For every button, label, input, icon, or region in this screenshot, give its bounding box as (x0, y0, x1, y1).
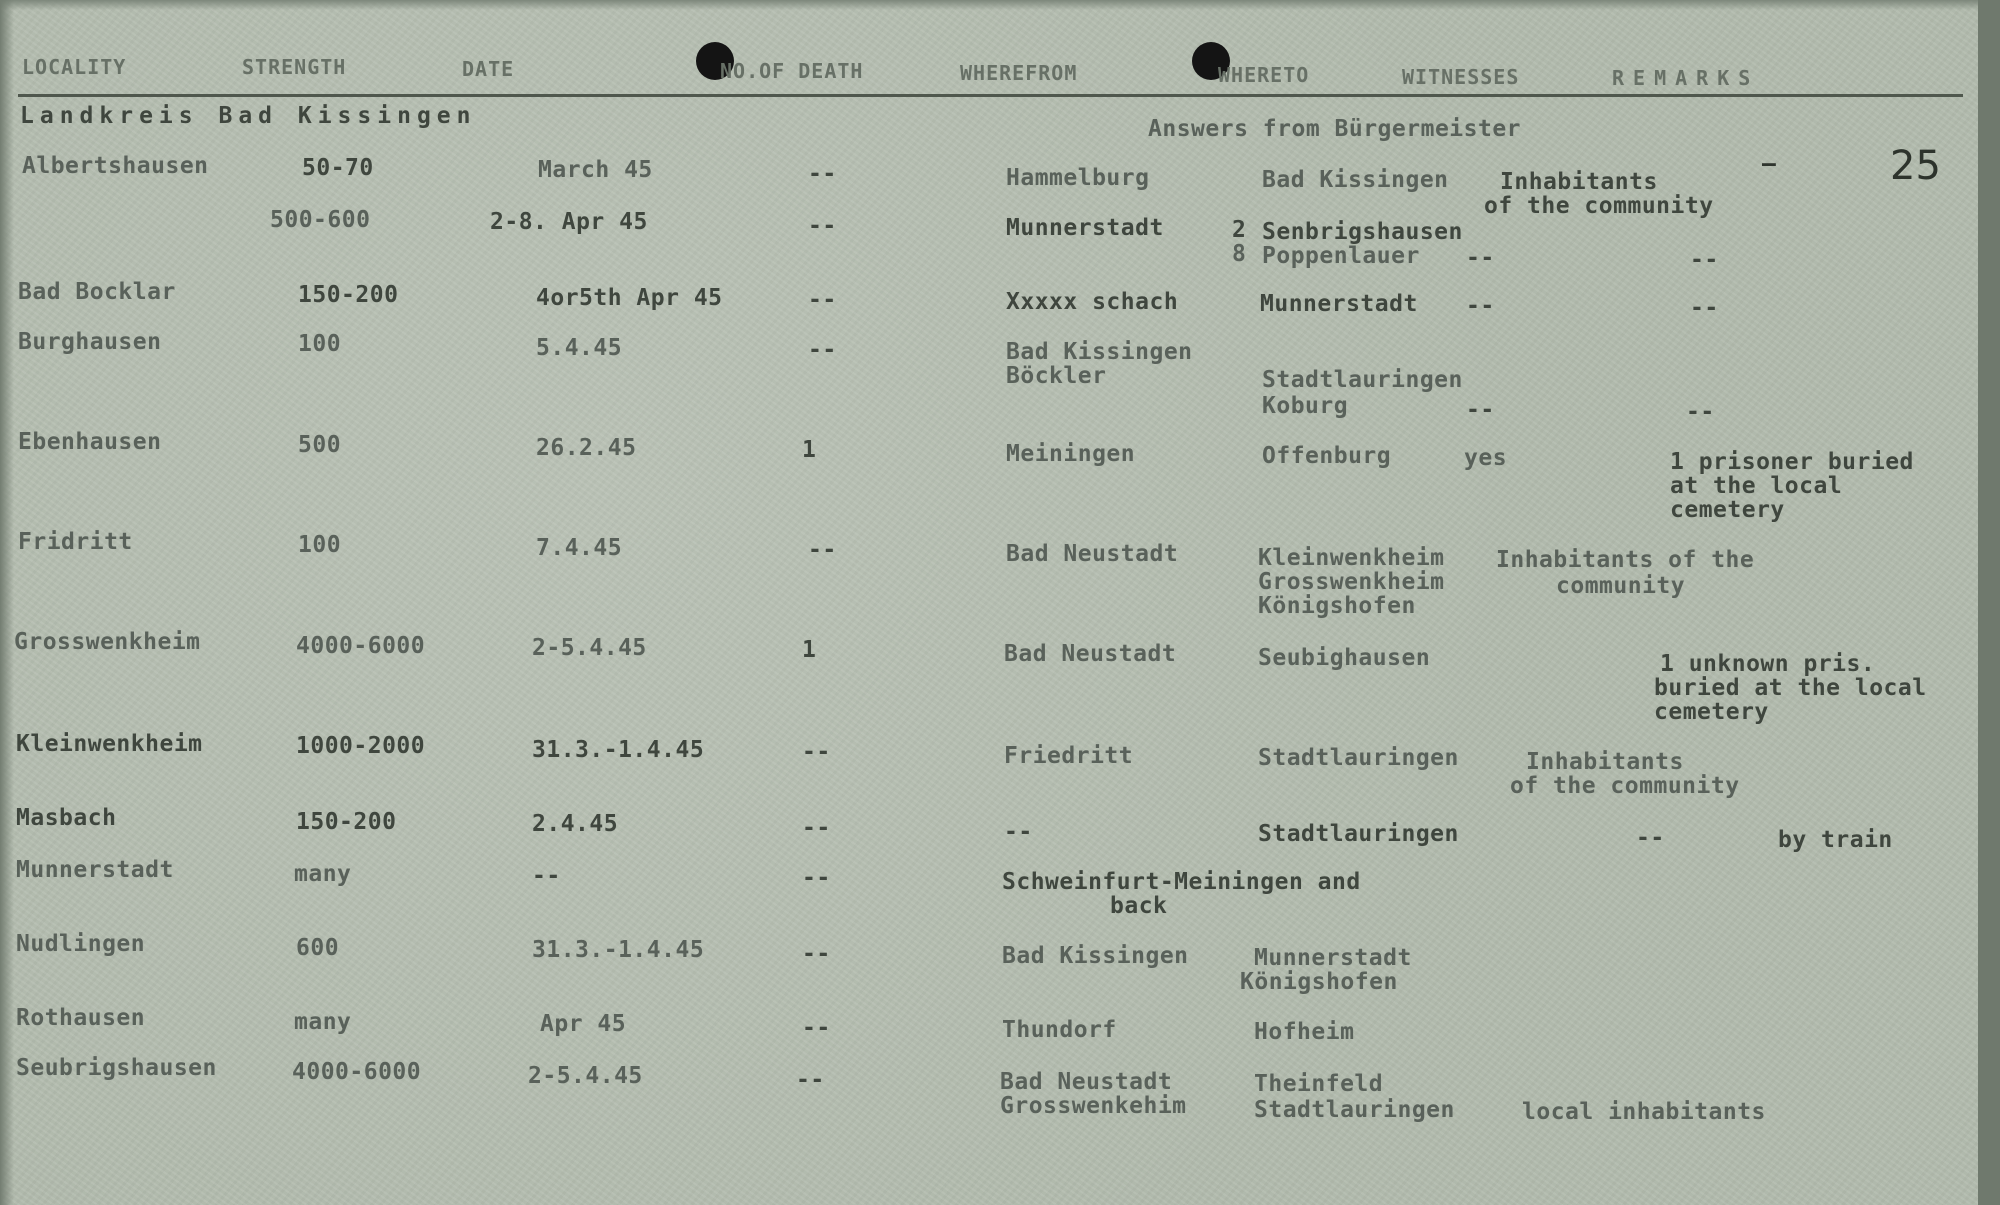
cell-remarks: by train (1778, 827, 1893, 853)
cell-remarks: 1 unknown pris. (1660, 651, 1876, 677)
cell-whereto: Seubighausen (1258, 645, 1431, 671)
header-date: DATE (462, 57, 515, 81)
cell-deaths: -- (808, 337, 837, 363)
cell-whereto: Munnerstadt (1254, 945, 1412, 971)
cell-deaths: -- (802, 739, 831, 765)
cell-whereto-count: 8 (1232, 241, 1247, 267)
cell-wherefrom: Thundorf (1002, 1017, 1117, 1043)
cell-remarks: -- (1690, 295, 1719, 321)
cell-strength: 50-70 (302, 155, 374, 181)
cell-date: 5.4.45 (536, 335, 623, 361)
cell-wherefrom: Bad Kissingen (1002, 943, 1189, 969)
cell-remarks-3: cemetery (1654, 699, 1769, 725)
header-whereto: WHERETO (1218, 63, 1310, 87)
cell-date: 31.3.-1.4.45 (532, 937, 705, 963)
header-no-of-death: NO.OF DEATH (720, 59, 864, 83)
cell-strength: many (294, 1009, 352, 1035)
cell-deaths: -- (796, 1067, 825, 1093)
cell-whereto: Munnerstadt (1260, 291, 1418, 317)
cell-witnesses-2: community (1556, 573, 1686, 599)
cell-whereto-2: Koburg (1262, 393, 1349, 419)
cell-deaths: -- (808, 161, 837, 187)
cell-whereto: Bad Kissingen (1262, 167, 1449, 193)
cell-strength: 500-600 (270, 207, 371, 233)
cell-remarks: -- (1686, 399, 1715, 425)
cell-witnesses: -- (1466, 397, 1495, 423)
cell-strength: 150-200 (296, 809, 397, 835)
cell-wherefrom: -- (1004, 819, 1033, 845)
cell-strength: 4000-6000 (296, 633, 426, 659)
cell-date: 2-8. Apr 45 (490, 209, 648, 235)
cell-witnesses: -- (1636, 825, 1665, 851)
card-left-edge (0, 0, 14, 1205)
cell-locality: Grosswenkheim (14, 629, 201, 655)
cell-witnesses-2: -- (1466, 245, 1495, 271)
cell-date: Apr 45 (540, 1011, 627, 1037)
cell-remarks-3: cemetery (1670, 497, 1785, 523)
card-top-edge (0, 0, 2000, 10)
cell-witnesses: Inhabitants (1526, 749, 1684, 775)
cell-locality: Munnerstadt (16, 857, 174, 883)
header-remarks: REMARKS (1612, 66, 1760, 90)
cell-deaths: -- (802, 815, 831, 841)
cell-strength: 1000-2000 (296, 733, 426, 759)
cell-locality: Masbach (16, 805, 117, 831)
cell-witnesses: local inhabitants (1522, 1099, 1766, 1125)
cell-deaths: 1 (802, 637, 817, 663)
cell-wherefrom-2: Grosswenkehim (1000, 1093, 1187, 1119)
cell-deaths: -- (808, 537, 837, 563)
cell-strength: 4000-6000 (292, 1059, 422, 1085)
header-strength: STRENGTH (242, 55, 347, 79)
cell-locality: Bad Bocklar (18, 279, 176, 305)
cell-whereto: Theinfeld (1254, 1071, 1384, 1097)
cell-witnesses: Inhabitants (1500, 169, 1658, 195)
cell-remarks-2: at the local (1670, 473, 1843, 499)
cell-whereto: Stadtlauringen (1258, 745, 1459, 771)
cell-whereto-2: Königshofen (1240, 969, 1398, 995)
cell-strength: 500 (298, 432, 342, 458)
cell-whereto: Stadtlauringen (1262, 367, 1463, 393)
cell-remarks: 1 prisoner buried (1670, 449, 1914, 475)
cell-remarks-2: buried at the local (1654, 675, 1927, 701)
cell-whereto-3: Königshofen (1258, 593, 1416, 619)
cell-whereto-2: Grosswenkheim (1258, 569, 1445, 595)
cell-wherefrom: Munnerstadt (1006, 215, 1164, 241)
cell-whereto: Kleinwenkheim (1258, 545, 1445, 571)
cell-wherefrom: Meiningen (1006, 441, 1136, 467)
cell-date: 7.4.45 (536, 535, 623, 561)
cell-witnesses-2: of the community (1510, 773, 1740, 799)
card-right-edge (1978, 0, 2000, 1205)
cell-date: -- (532, 863, 561, 889)
cell-locality: Nudlingen (16, 931, 146, 957)
district-title: Landkreis Bad Kissingen (20, 103, 477, 129)
cell-witnesses: Inhabitants of the (1496, 547, 1755, 573)
cell-date: 2.4.45 (532, 811, 619, 837)
cell-wherefrom: Hammelburg (1006, 165, 1150, 191)
cell-date: 26.2.45 (536, 435, 637, 461)
cell-whereto-2: Stadtlauringen (1254, 1097, 1455, 1123)
cell-strength: many (294, 861, 352, 887)
cell-strength: 100 (298, 331, 342, 357)
cell-wherefrom: Bad Neustadt (1006, 541, 1179, 567)
cell-remarks: -- (1690, 247, 1719, 273)
cell-whereto-count: 2 (1232, 217, 1247, 243)
margin-mark: — (1762, 151, 1777, 177)
cell-locality: Fridritt (18, 529, 133, 555)
cell-whereto: Stadtlauringen (1258, 821, 1459, 847)
header-witnesses: WITNESSES (1402, 65, 1520, 89)
cell-wherefrom: Xxxxx schach (1006, 289, 1179, 315)
cell-wherefrom: Friedritt (1004, 743, 1134, 769)
cell-date: 31.3.-1.4.45 (532, 737, 705, 763)
cell-strength: 150-200 (298, 282, 399, 308)
cell-deaths: -- (802, 865, 831, 891)
cell-deaths: -- (802, 1015, 831, 1041)
cell-wherefrom: Bad Neustadt (1004, 641, 1177, 667)
cell-deaths: -- (802, 941, 831, 967)
cell-wherefrom: Schweinfurt-Meiningen and (1002, 869, 1361, 895)
cell-deaths: -- (808, 287, 837, 313)
cell-locality: Rothausen (16, 1005, 146, 1031)
header-rule (18, 94, 1963, 97)
cell-witnesses: -- (1466, 293, 1495, 319)
cell-wherefrom: Bad Kissingen (1006, 339, 1193, 365)
source-note: Answers from Bürgermeister (1148, 116, 1522, 142)
cell-witnesses: of the community (1484, 193, 1714, 219)
cell-deaths: 1 (802, 437, 817, 463)
cell-date: 2-5.4.45 (528, 1063, 643, 1089)
cell-date: 4or5th Apr 45 (536, 285, 723, 311)
cell-wherefrom-2: Böckler (1006, 363, 1107, 389)
header-wherefrom: WHEREFROM (960, 61, 1078, 85)
cell-locality: Ebenhausen (18, 429, 162, 455)
cell-locality: Burghausen (18, 329, 162, 355)
cell-whereto-2: Poppenlauer (1262, 243, 1420, 269)
cell-strength: 600 (296, 935, 340, 961)
cell-deaths: -- (808, 213, 837, 239)
cell-locality: Albertshausen (22, 153, 209, 179)
cell-wherefrom-2: back (1110, 893, 1168, 919)
cell-witnesses: yes (1464, 445, 1508, 471)
header-locality: LOCALITY (22, 55, 127, 79)
page-number: 25 (1890, 143, 1941, 189)
cell-whereto: Senbrigshausen (1262, 219, 1463, 245)
cell-wherefrom: Bad Neustadt (1000, 1069, 1173, 1095)
cell-date: 2-5.4.45 (532, 635, 647, 661)
cell-strength: 100 (298, 532, 342, 558)
cell-locality: Seubrigshausen (16, 1055, 217, 1081)
cell-whereto: Offenburg (1262, 443, 1392, 469)
cell-date: March 45 (538, 157, 653, 183)
cell-whereto: Hofheim (1254, 1019, 1355, 1045)
cell-locality: Kleinwenkheim (16, 731, 203, 757)
